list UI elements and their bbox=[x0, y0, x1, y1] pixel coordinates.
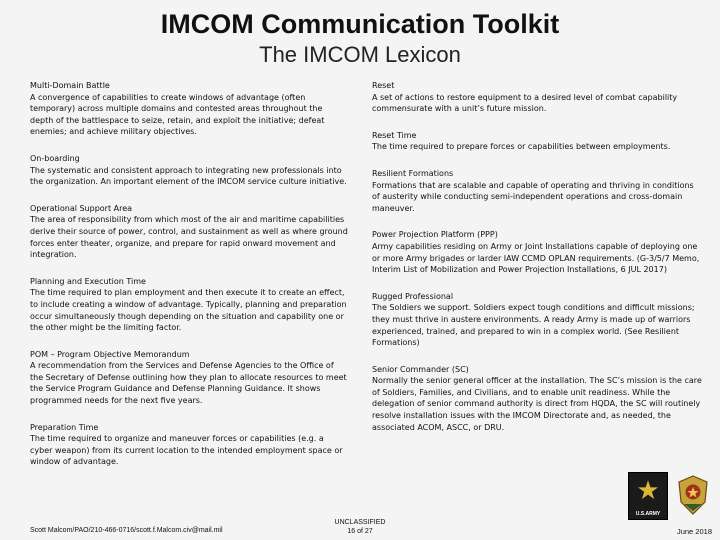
term-name: Senior Commander (SC) bbox=[372, 364, 469, 374]
army-logo-text: U.S.ARMY bbox=[635, 511, 661, 517]
term-entry bbox=[372, 291, 702, 349]
footer-date: June 2018 bbox=[676, 527, 712, 536]
term-definition: The systematic and consistent approach to integrating new professionals into the organization. An important element of the IMCOM service culture initiative. bbox=[30, 165, 347, 187]
term-definition: A convergence of capabilities to create windows of advantage (often temporary) across multiple domains and contested areas throughout the depth of the battlespace to seize, retain, and exploit the initiative; defeat enemies; and achieve military objectives. bbox=[30, 92, 325, 137]
term-definition: Normally the senior general officer at the installation. The SC’s mission is the care of Soldiers, Families, and Civilians, and to enable unit readiness. While the delegation of senior command authority is direct from HQDA, the SC will routinely resolve installation issues with the IMCOM Directorate and, as needed, the associated ACOM, ASCC, or DRU. bbox=[372, 376, 702, 432]
term-definition: A set of actions to restore equipment to a desired level of combat capability commensurate with a unit’s future mission. bbox=[372, 92, 678, 114]
page-subtitle: The IMCOM Lexicon bbox=[259, 42, 461, 67]
term-definition: Army capabilities residing on Army or Joint Installations capable of deploying one or more Army brigades or larder IAW CCMD OPLAN requirements. (G-3/5/7 Memo, Interim List of Mobilization and Power Projection Installations, 6 JUL 2017) bbox=[372, 241, 700, 275]
term-name: Reset Time bbox=[372, 130, 417, 140]
term-definition: The area of responsibility from which most of the air and maritime capabilities derive their source of power, control, and sustainment as well as where ground forces enter theater, organize, and prepare for rapid onward movement and integration. bbox=[30, 215, 348, 260]
term-entry bbox=[372, 364, 702, 434]
page-title: IMCOM Communication Toolkit bbox=[160, 9, 560, 39]
term-entry bbox=[30, 153, 348, 188]
term-name: Multi-Domain Battle bbox=[30, 81, 110, 90]
term-entry bbox=[372, 229, 702, 275]
term-entry bbox=[372, 168, 702, 214]
us-army-logo bbox=[628, 472, 668, 520]
classification-label: UNCLASSIFIED bbox=[334, 519, 386, 526]
term-entry bbox=[30, 422, 348, 468]
term-definition: The time required to prepare forces or capabilities between employments. bbox=[372, 142, 671, 152]
footer-center bbox=[320, 518, 400, 536]
term-definition: The time required to organize and maneuver forces or capabilities (e.g. a cyber weapon) from its current location to the intended employment space or window of advantage. bbox=[30, 434, 343, 467]
term-entry bbox=[372, 130, 702, 153]
term-definition: The time required to plan employment and then execute it to create an effect, to include creating a window of advantage. Typically, planning and preparation occur simultaneously though depending on the situation and capability one or the other might be the limiting factor. bbox=[30, 288, 347, 333]
term-name: On-boarding bbox=[30, 153, 80, 163]
term-entry bbox=[30, 80, 348, 138]
right-column bbox=[372, 80, 702, 448]
term-name: Planning and Execution Time bbox=[30, 276, 146, 286]
term-name: Power Projection Platform (PPP) bbox=[372, 230, 498, 240]
army-star-icon: ★ bbox=[636, 475, 660, 505]
page-number: 16 of 27 bbox=[347, 528, 373, 535]
term-definition: A recommendation from the Services and Defense Agencies to the Office of the Secretary of Defense outlining how they plan to allocate resources to meet the Service Program Guidance and Defense Planning Guidance. It shows programmed needs for the next five years. bbox=[30, 361, 347, 406]
term-name: POM – Program Objective Memorandum bbox=[30, 349, 190, 359]
term-entry bbox=[30, 276, 348, 334]
term-entry bbox=[372, 80, 702, 115]
term-name: Preparation Time bbox=[30, 422, 99, 432]
left-column bbox=[30, 80, 348, 483]
term-name: Operational Support Area bbox=[30, 203, 133, 213]
term-name: Resilient Formations bbox=[372, 168, 454, 178]
term-definition: The Soldiers we support. Soldiers expect tough conditions and difficult missions; they must thrive in austere environments. A ready Army is made up of warriors experienced, trained, and prepared to win in a complex world. (See Resilient Formations) bbox=[372, 303, 695, 348]
term-definition: Formations that are scalable and capable of operating and thriving in conditions of austerity while conducting semi-independent operations and cross-domain maneuver. bbox=[372, 180, 694, 213]
contact-info: Scott Malcom/PAO/210-466-0716/scott.f.Malcom.civ@mail.mil bbox=[30, 527, 223, 534]
imcom-insignia-icon bbox=[676, 474, 710, 516]
term-entry bbox=[30, 349, 348, 407]
term-entry bbox=[30, 203, 348, 261]
term-name: Reset bbox=[372, 81, 395, 90]
term-name: Rugged Professional bbox=[372, 291, 454, 301]
